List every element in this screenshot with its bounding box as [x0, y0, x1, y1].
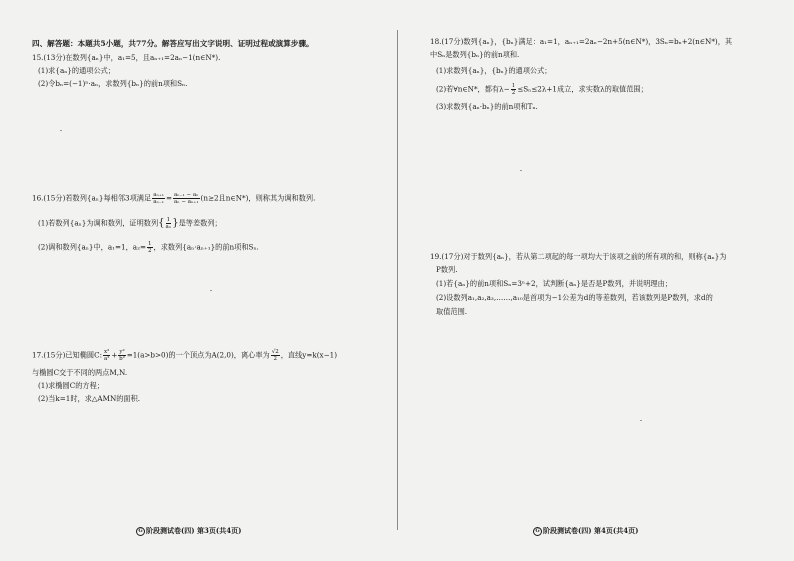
q16-eq: = — [165, 193, 172, 203]
q16-part2-pre: (2)调和数列{aₙ}中，a₁=1，a₂= — [38, 242, 146, 252]
q16-part1: (1)若数列{aₙ}为调和数列，证明数列{ $\frac{1}{\text{aₙ}}$ }是等差数列； — [38, 217, 222, 230]
q17-frac1-den: a² — [103, 356, 110, 362]
q16-part2-post: ，求数列{aₙ·aₙ₊₁}的前n项和Sₙ. — [153, 242, 259, 252]
q17-plus: + — [111, 350, 118, 360]
q16-stem-pre: 16.(15分)若数列{aₙ}每相邻3项满足 — [32, 193, 152, 203]
q16-part1-pre: (1)若数列{aₙ}为调和数列，证明数列 — [38, 218, 159, 228]
q17-frac1 — [103, 349, 110, 362]
q16-part2 — [38, 241, 259, 254]
q18-part2-frac-den: 2 — [511, 90, 516, 96]
q17-frac3-den: 2 — [273, 356, 277, 362]
q17-frac1-num: x² — [104, 349, 110, 355]
q16-stem — [32, 192, 315, 205]
q18-part2-frac-num: 1 — [511, 83, 516, 89]
q16-frac2-num: aₙ₋₁ − aₙ — [174, 192, 199, 198]
q17-part1: (1)求椭圆C的方程； — [38, 381, 104, 390]
page-divider — [397, 30, 398, 530]
q16-frac1-num: aₙ₊₁ — [153, 192, 164, 198]
q19-part2-line1: (2)设数列a₁,a₂,a₃,……,a₁₀是首项为−1公差为d的等差数列，若该数列是P数列，求d的 — [436, 293, 713, 302]
right-footer — [533, 526, 638, 536]
q18-part2-post: ≤Sₙ≤2λ+1成立，求实数λ的取值范围； — [517, 84, 648, 94]
scan-speck — [210, 290, 212, 291]
q16-part2-frac — [147, 241, 153, 254]
q17-stem-post: ，直线y=k(x−1) — [280, 350, 337, 360]
q17-frac2 — [118, 349, 125, 362]
q19-part2-line2: 取值范围. — [436, 307, 468, 316]
right-footer-text: 阶段测试卷(四) 第4页(共4页) — [543, 526, 639, 535]
q16-frac1 — [152, 192, 165, 205]
q16-frac2-den: aₙ − aₙ₊₁ — [174, 199, 199, 205]
q17-frac3-num: √2 — [271, 349, 279, 355]
q16-part1-frac — [166, 217, 172, 230]
q18-stem-line1: 18.(17分)数列{aₙ}，{bₙ}满足：a₁=1，aₙ₊₁=2aₙ−2n+5(n∈N*)，3Sₙ=bₙ+2(n∈N*)，其 — [430, 37, 733, 46]
scan-speck — [520, 170, 522, 171]
q17-frac2-num: y² — [119, 349, 125, 355]
q16-part2-frac-den: 2 — [148, 248, 152, 254]
q15-part1: (1)求{aₙ}的通项公式； — [38, 66, 116, 75]
q16-frac1-den: aₙ₋₁ — [153, 199, 164, 205]
series-mark-icon: G — [533, 527, 542, 536]
q17-frac3 — [271, 349, 280, 362]
left-footer-text: 阶段测试卷(四) 第3页(共4页) — [146, 526, 242, 535]
q18-stem-line2: 中Sₙ是数列{bₙ}的前n项和. — [430, 50, 520, 59]
q17-stem — [32, 349, 337, 362]
q17-stem-mid: =1(a>b>0)的一个顶点为A(2,0)，离心率为 — [126, 350, 270, 360]
q18-part2-frac — [511, 83, 517, 96]
series-mark-icon: G — [136, 527, 145, 536]
left-footer — [136, 526, 241, 536]
q15-stem: 15.(13分)在数列{aₙ}中，a₁=5，且aₙ₊₁=2aₙ−1(n∈N*). — [32, 53, 221, 62]
scan-speck — [60, 130, 62, 131]
q18-part2-pre: (2)若∀n∈N*，都有λ− — [436, 84, 510, 94]
q17-line2: 与椭圆C交于不同的两点M,N. — [32, 368, 128, 377]
q16-stem-post: (n≥2且n∈N*)，则称其为调和数列. — [200, 193, 316, 203]
q17-stem-pre: 17.(15分)已知椭圆C: — [32, 350, 103, 360]
q19-part1: (1)若{aₙ}的前n项和Sₙ=3ⁿ+2，试判断{aₙ}是否是P数列，并说明理由； — [436, 279, 673, 288]
q17-part2: (2)当k=1时，求△AMN的面积. — [38, 394, 141, 403]
q17-frac2-den: b² — [119, 356, 125, 362]
scan-speck — [640, 420, 642, 421]
q15-part2: (2)令bₙ=(−1)ⁿ·aₙ，求数列{bₙ}的前n项和Sₙ. — [38, 79, 188, 88]
q19-stem-line2: P数列. — [436, 265, 458, 274]
q16-part2-frac-num: 1 — [148, 241, 152, 247]
q19-stem-line1: 19.(17分)对于数列{aₙ}，若从第二项起的每一项均大于该项之前的所有项的和，则称{aₙ}为 — [430, 252, 727, 261]
q18-part3: (3)求数列{aₙ·bₙ}的前n项和Tₙ. — [436, 102, 538, 111]
right-page — [399, 0, 794, 561]
q16-frac2 — [173, 192, 200, 205]
q16-part1-frac-num: 1 — [166, 217, 171, 223]
q18-part1: (1)求数列{aₙ}，{bₙ}的通项公式； — [436, 66, 552, 75]
section-header: 四、解答题：本题共5小题，共77分。解答应写出文字说明、证明过程或演算步骤。 — [32, 39, 314, 48]
q16-part1-post: 是等差数列； — [178, 218, 222, 228]
q16-part1-frac-den: aₙ — [165, 224, 172, 230]
q18-part2 — [436, 83, 648, 96]
